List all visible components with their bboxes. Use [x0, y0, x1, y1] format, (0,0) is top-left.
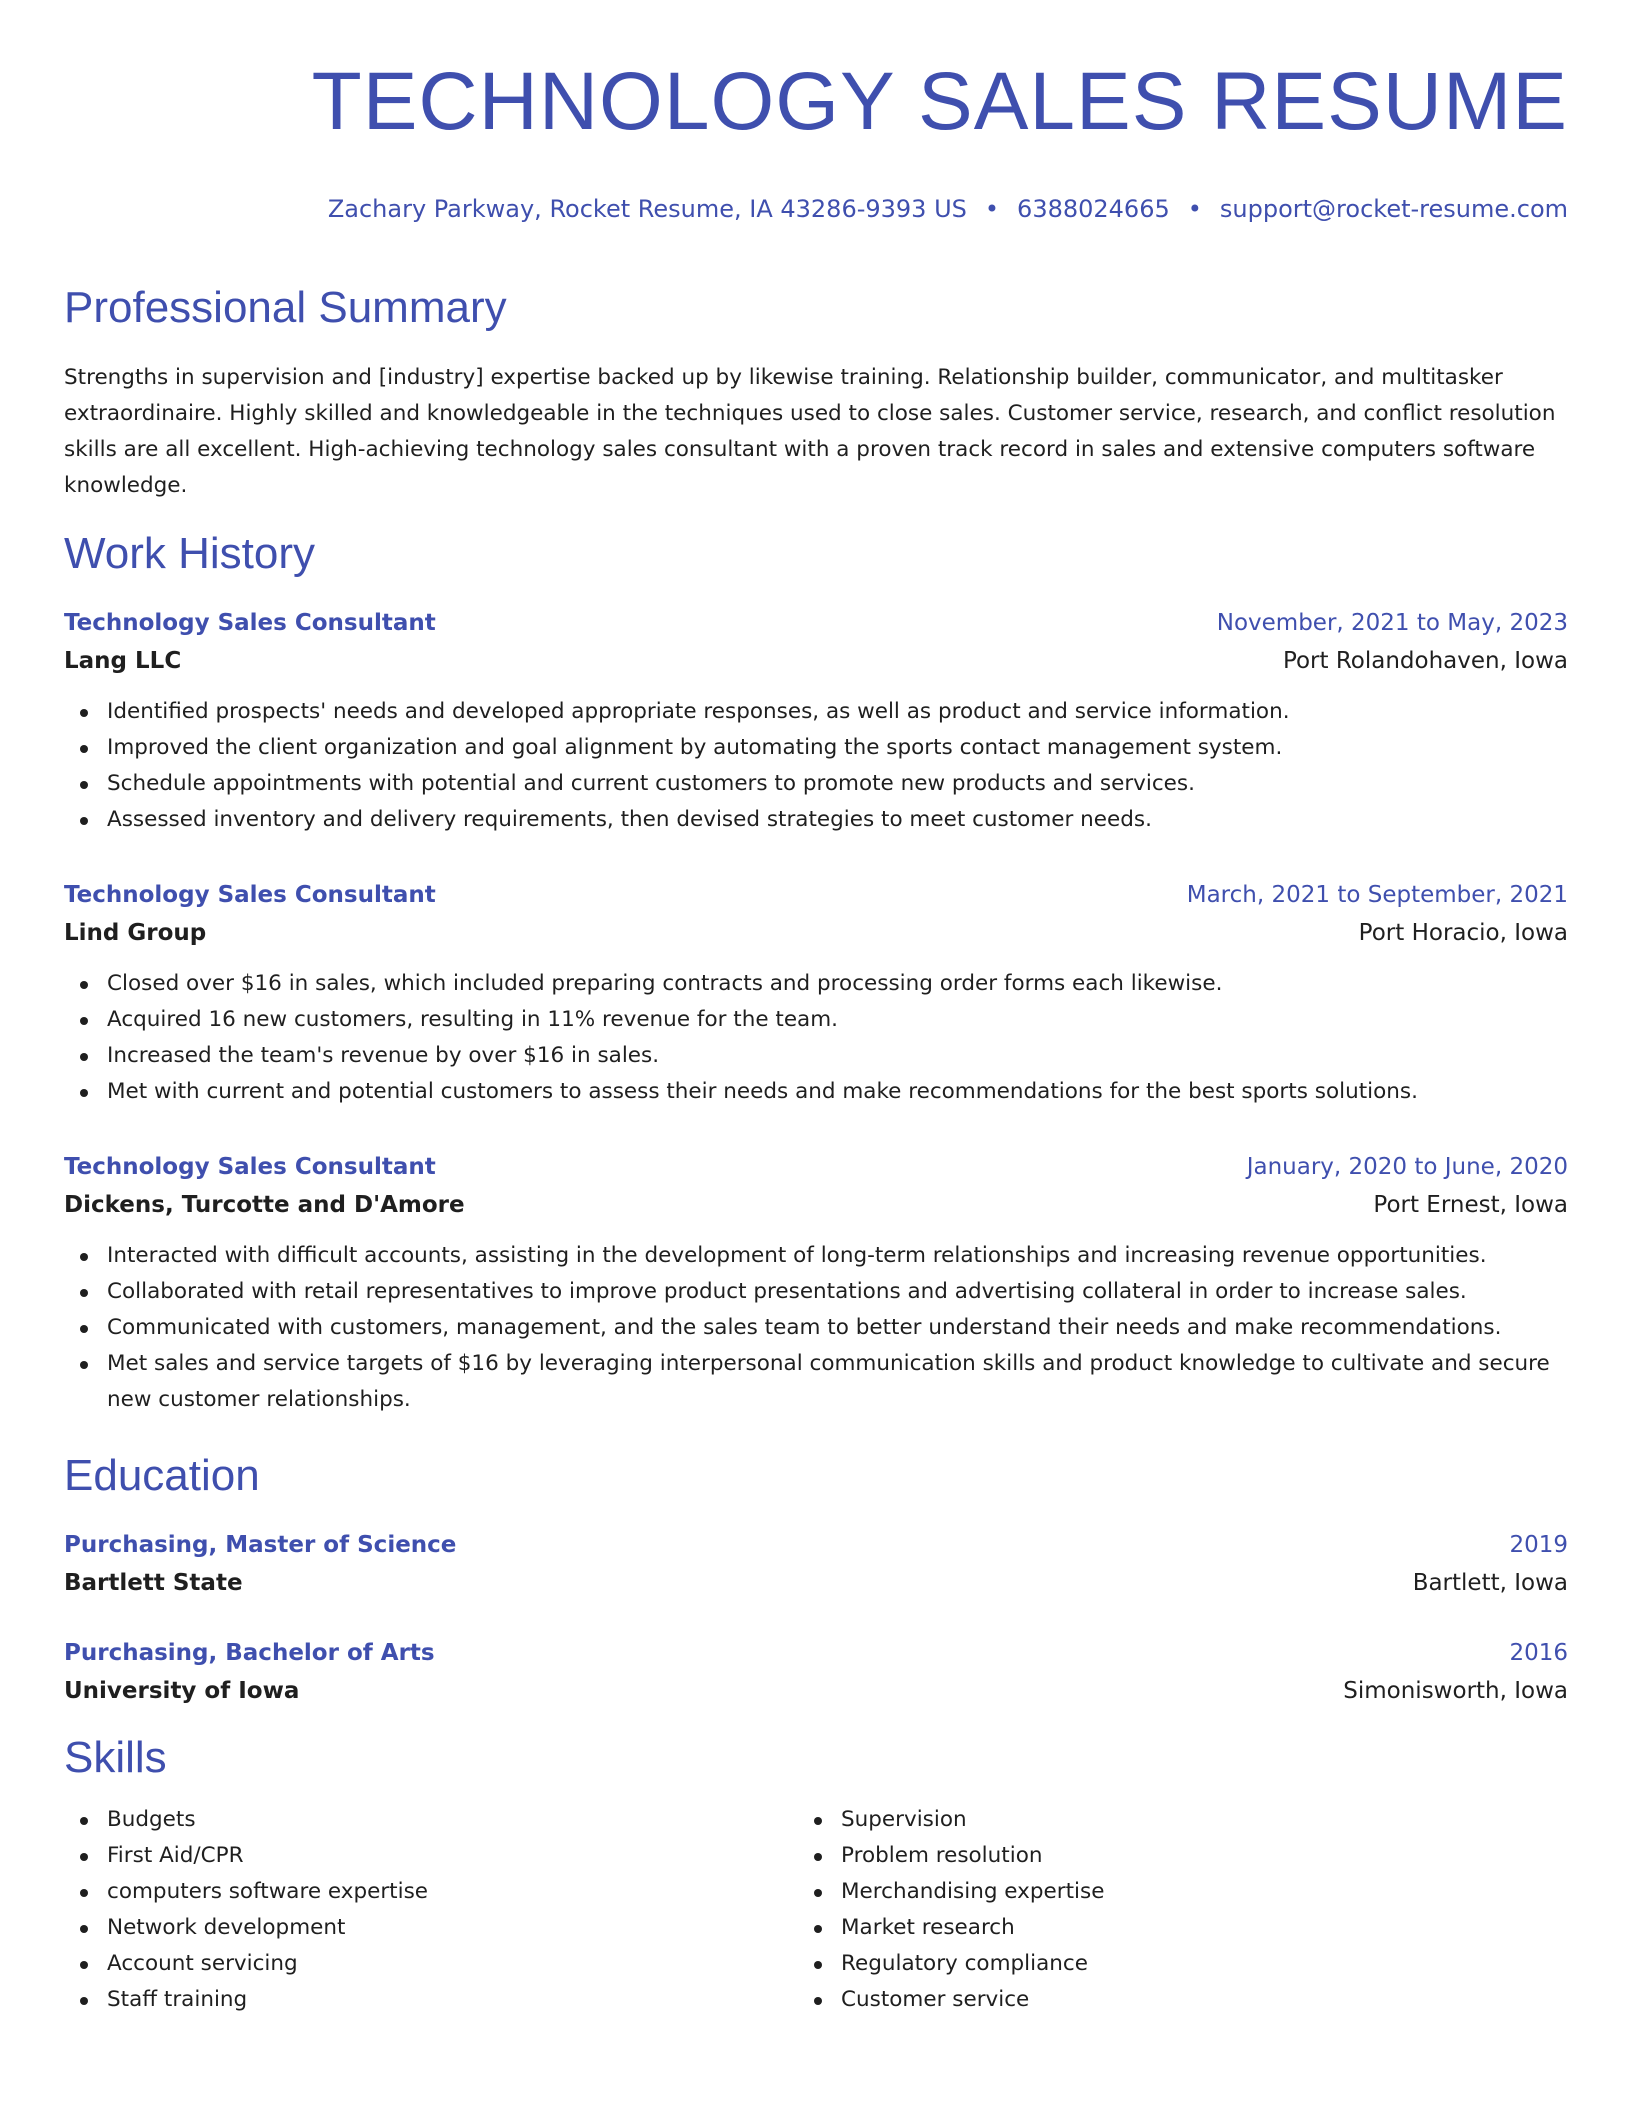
list-item: First Aid/CPR	[64, 1838, 798, 1874]
list-item: Improved the client organization and goal alignment by automating the sports contact management system.	[64, 730, 1568, 766]
education-school: Bartlett State	[64, 1570, 243, 1596]
education-location: Bartlett, Iowa	[1412, 1570, 1568, 1596]
education-location: Simonisworth, Iowa	[1343, 1678, 1568, 1704]
list-item: Market research	[798, 1910, 1532, 1946]
skills-list-right	[798, 1802, 1532, 2018]
job-entry	[64, 876, 1568, 1110]
list-item: Met sales and service targets of $16 by leveraging interpersonal communication skills and product knowledge to cultivate and secure new customer relationships.	[64, 1346, 1568, 1418]
list-item: computers software expertise	[64, 1874, 798, 1910]
job-role: Technology Sales Consultant	[64, 610, 436, 636]
job-location: Port Ernest, Iowa	[1373, 1192, 1568, 1218]
list-item: Network development	[64, 1910, 798, 1946]
job-dates: November, 2021 to May, 2023	[1216, 610, 1568, 636]
list-item: Schedule appointments with potential and current customers to promote new products and services.	[64, 766, 1568, 802]
education-heading: Education	[64, 1451, 260, 1500]
education-degree: Purchasing, Bachelor of Arts	[64, 1640, 435, 1666]
summary-heading: Professional Summary	[64, 283, 507, 332]
skills-grid	[64, 1802, 1568, 2018]
education-entry	[64, 1634, 1568, 1710]
list-item: Problem resolution	[798, 1838, 1532, 1874]
contact-separator: •	[1187, 195, 1202, 223]
job-role: Technology Sales Consultant	[64, 882, 436, 908]
contact-address: Zachary Parkway, Rocket Resume, IA 43286-9393 US	[327, 195, 967, 223]
list-item: Acquired 16 new customers, resulting in 11% revenue for the team.	[64, 1002, 1568, 1038]
job-role: Technology Sales Consultant	[64, 1154, 436, 1180]
education-school: University of Iowa	[64, 1678, 300, 1704]
list-item: Supervision	[798, 1802, 1532, 1838]
contact-phone: 6388024665	[1017, 195, 1170, 223]
job-location: Port Horacio, Iowa	[1358, 920, 1568, 946]
education-year: 2019	[1509, 1532, 1568, 1558]
list-item: Identified prospects' needs and developed appropriate responses, as well as product and service information.	[64, 694, 1568, 730]
education-year: 2016	[1509, 1640, 1568, 1666]
list-item: Collaborated with retail representatives to improve product presentations and advertising collateral in order to increase sales.	[64, 1274, 1568, 1310]
list-item: Assessed inventory and delivery requirements, then devised strategies to meet customer needs.	[64, 802, 1568, 838]
job-company: Lind Group	[64, 920, 207, 946]
job-company: Dickens, Turcotte and D'Amore	[64, 1192, 465, 1218]
list-item: Budgets	[64, 1802, 798, 1838]
job-entry	[64, 604, 1568, 838]
job-dates: January, 2020 to June, 2020	[1246, 1154, 1568, 1180]
job-entry	[64, 1148, 1568, 1418]
job-dates: March, 2021 to September, 2021	[1186, 882, 1568, 908]
job-company: Lang LLC	[64, 648, 182, 674]
list-item: Met with current and potential customers to assess their needs and make recommendations for the best sports solutions.	[64, 1074, 1568, 1110]
resume-title: TECHNOLOGY SALES RESUME	[311, 56, 1568, 147]
education-degree: Purchasing, Master of Science	[64, 1532, 457, 1558]
list-item: Interacted with difficult accounts, assisting in the development of long-term relationships and increasing revenue opportunities.	[64, 1238, 1568, 1274]
list-item: Merchandising expertise	[798, 1874, 1532, 1910]
list-item: Communicated with customers, management, and the sales team to better understand their needs and make recommendations.	[64, 1310, 1568, 1346]
list-item: Closed over $16 in sales, which included preparing contracts and processing order forms each likewise.	[64, 966, 1568, 1002]
contact-email: support@rocket-resume.com	[1219, 195, 1568, 223]
job-bullets	[64, 694, 1568, 838]
list-item: Regulatory compliance	[798, 1946, 1532, 1982]
skills-heading: Skills	[64, 1733, 167, 1782]
contact-separator: •	[984, 195, 1000, 223]
list-item: Account servicing	[64, 1946, 798, 1982]
list-item: Increased the team's revenue by over $16 in sales.	[64, 1038, 1568, 1074]
summary-text: Strengths in supervision and [industry] expertise backed up by likewise training. Relationship builder, communicator, and multitasker extraordinaire. Highly skilled and knowledgeable in the techniques used to close sales. Customer service, research, and conflict resolution skills are all excellent. High-achieving technology sales consultant with a proven track record in sales and extensive computers software knowledge.	[64, 365, 1556, 498]
list-item: Staff training	[64, 1982, 798, 2018]
job-location: Port Rolandohaven, Iowa	[1282, 648, 1568, 674]
skills-list-left	[64, 1802, 798, 2018]
education-entry	[64, 1526, 1568, 1602]
list-item: Customer service	[798, 1982, 1532, 2018]
job-bullets	[64, 966, 1568, 1110]
work-history-heading: Work History	[64, 529, 315, 578]
contact-line	[64, 194, 1568, 224]
job-bullets	[64, 1238, 1568, 1418]
